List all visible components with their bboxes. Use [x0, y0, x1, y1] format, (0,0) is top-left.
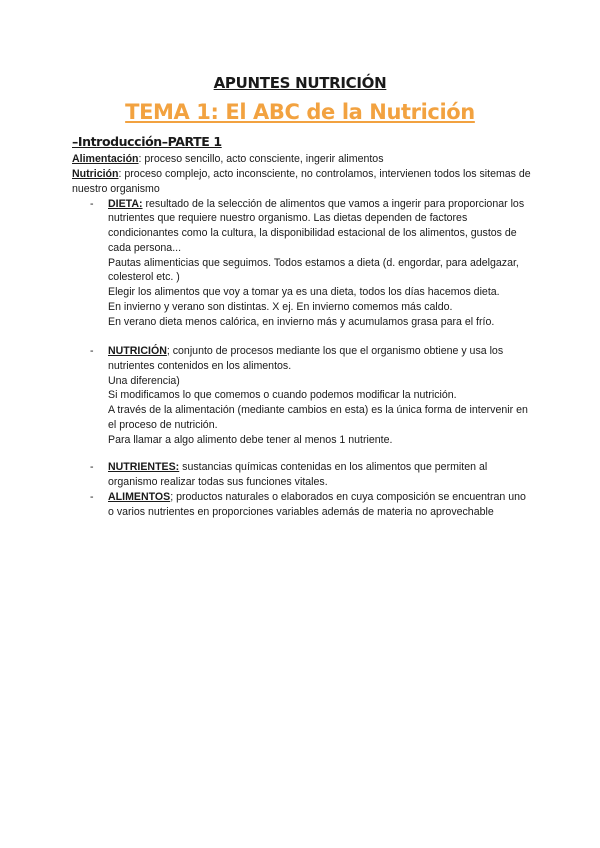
document-subtitle: TEMA 1: El ABC de la Nutrición	[125, 100, 475, 124]
bullet-term: NUTRICIÓN	[108, 345, 167, 357]
bullet-dash: -	[90, 461, 94, 473]
definition-alimentacion	[72, 152, 532, 167]
bullet-line: En verano dieta menos calórica, en invierno más y acumulamos grasa para el frío.	[108, 315, 495, 328]
definition-nutricion	[72, 167, 532, 197]
bullet-lead: ; productos naturales o elaborados en cuya composición se encuentran uno o varios nutrientes en proporciones variables además de materia no aprovechable	[108, 491, 526, 518]
bullet-line: Pautas alimenticias que seguimos. Todos estamos a dieta (d. engordar, para adelgazar, colesterol etc. )	[108, 256, 519, 284]
bullet-lead: resultado de la selección de alimentos que vamos a ingerir para proporcionar los nutrientes que requiere nuestro organismo. Las dietas dependen de factores condicionantes como la cultura, la disponibilidad estacional de los alimentos, gustos de cada persona...	[108, 197, 525, 254]
bullet-line: En invierno y verano son distintas. X ej. En invierno comemos más caldo.	[108, 301, 453, 314]
definition-term: Nutrición	[72, 167, 119, 180]
bullet-dash: -	[90, 345, 94, 357]
definition-text: : proceso complejo, acto inconsciente, no controlamos, intervienen todos los sitemas de nuestro organismo	[72, 167, 531, 195]
section-heading: –Introducción–PARTE 1	[72, 134, 222, 149]
definition-text: : proceso sencillo, acto consciente, ingerir alimentos	[138, 153, 384, 165]
document-title: APUNTES NUTRICIÓN	[213, 74, 387, 92]
bullet-term: ALIMENTOS	[108, 491, 171, 503]
bullet-dash: -	[90, 491, 94, 503]
bullet-line: Elegir los alimentos que voy a tomar ya es una dieta, todos los días hacemos dieta.	[108, 286, 500, 299]
bullet-term: DIETA:	[108, 197, 143, 210]
bullet-line: Si modificamos lo que comemos o cuando podemos modificar la nutrición.	[108, 389, 457, 402]
bullet-lead: sustancias químicas contenidas en los alimentos que permiten al organismo realizar todas sus funciones vitales.	[108, 461, 488, 488]
bullet-line: A través de la alimentación (mediante cambios en esta) es la única forma de intervenir en el proceso de nutrición.	[108, 404, 528, 431]
bullet-line: Para llamar a algo alimento debe tener al menos 1 nutriente.	[108, 433, 393, 446]
bullet-term: NUTRIENTES:	[108, 461, 180, 473]
bullet-dash: -	[90, 197, 94, 210]
bullet-line: Una diferencia)	[108, 374, 180, 387]
bullet-lead: ; conjunto de procesos mediante los que el organismo obtiene y usa los nutrientes contenidos en los alimentos.	[108, 345, 504, 372]
definition-term: Alimentación	[72, 153, 139, 165]
